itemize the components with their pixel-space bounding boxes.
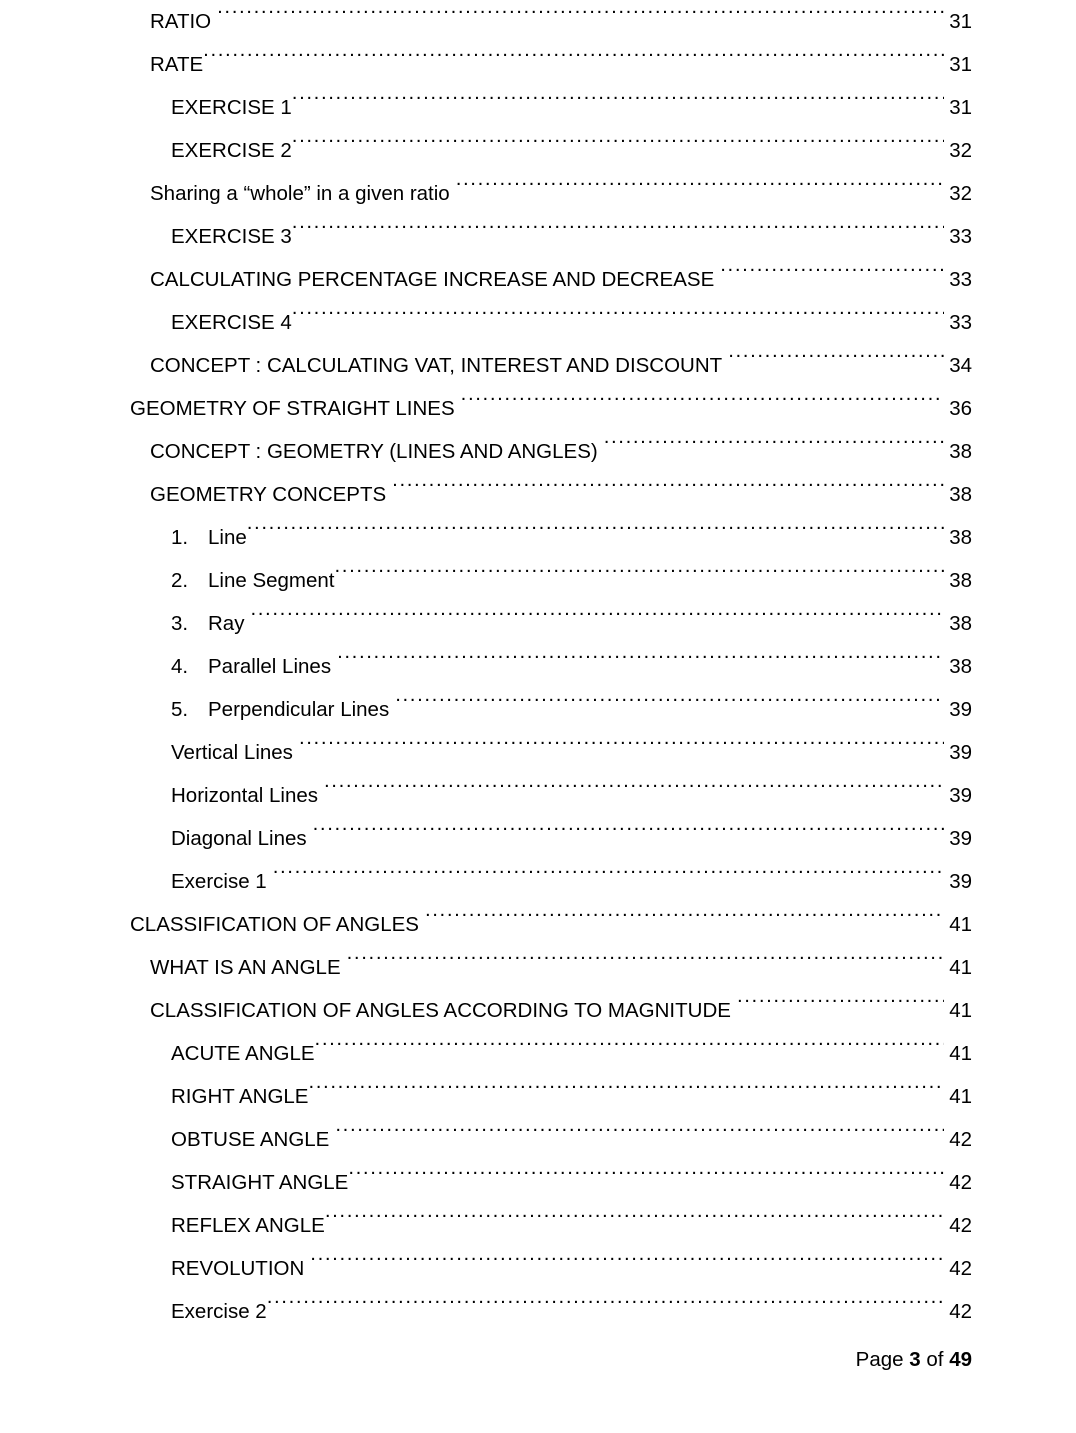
toc-dot-leader: [315, 1040, 944, 1061]
toc-entry-page-number: 33: [949, 268, 972, 291]
toc-entry-page-number: 39: [949, 827, 972, 850]
toc-entry-label: GEOMETRY OF STRAIGHT LINES: [130, 397, 455, 420]
toc-entry[interactable]: [0, 86, 1076, 129]
toc-entry-page-number: 39: [949, 698, 972, 721]
toc-entry[interactable]: [0, 301, 1076, 344]
toc-dot-leader: [604, 438, 944, 459]
toc-entry-label: ACUTE ANGLE: [171, 1042, 315, 1065]
toc-entry[interactable]: [0, 817, 1076, 860]
toc-entry-label: WHAT IS AN ANGLE: [150, 956, 341, 979]
toc-entry[interactable]: [0, 1204, 1076, 1247]
toc-dot-leader: [217, 8, 944, 29]
toc-dot-leader: [308, 1083, 944, 1104]
page-footer: [856, 1348, 972, 1372]
toc-entry[interactable]: [0, 645, 1076, 688]
toc-dot-leader: [292, 223, 944, 244]
toc-entry[interactable]: [0, 688, 1076, 731]
toc-entry-label: Perpendicular Lines: [208, 698, 390, 721]
toc-dot-leader: [299, 739, 944, 760]
toc-entry[interactable]: [0, 172, 1076, 215]
toc-dot-leader: [425, 911, 944, 932]
toc-entry-page-number: 31: [949, 10, 972, 33]
toc-dot-leader: [335, 1126, 944, 1147]
toc-dot-leader: [347, 954, 944, 975]
toc-entry-page-number: 38: [949, 440, 972, 463]
toc-entry-label: EXERCISE 4: [171, 311, 292, 334]
toc-entry[interactable]: [0, 860, 1076, 903]
toc-entry[interactable]: [0, 430, 1076, 473]
toc-dot-leader: [203, 51, 944, 72]
toc-entry-page-number: 33: [949, 311, 972, 334]
toc-entry[interactable]: [0, 1161, 1076, 1204]
toc-entry-label: Exercise 2: [171, 1300, 267, 1323]
footer-current-page: 3: [909, 1348, 921, 1371]
toc-dot-leader: [461, 395, 944, 416]
toc-entry[interactable]: [0, 473, 1076, 516]
toc-entry[interactable]: [0, 602, 1076, 645]
toc-entry-number: 1.: [171, 526, 189, 549]
toc-entry-page-number: 34: [949, 354, 972, 377]
toc-entry-page-number: 33: [949, 225, 972, 248]
toc-entry-label: Vertical Lines: [171, 741, 293, 764]
toc-entry-label: CLASSIFICATION OF ANGLES ACCORDING TO MAGNITUDE: [150, 999, 731, 1022]
toc-dot-leader: [348, 1169, 944, 1190]
toc-entry-page-number: 39: [949, 741, 972, 764]
toc-entry[interactable]: [0, 1032, 1076, 1075]
toc-entry-label: CLASSIFICATION OF ANGLES: [130, 913, 419, 936]
toc-entry[interactable]: [0, 559, 1076, 602]
toc-entry-page-number: 32: [949, 139, 972, 162]
toc-entry-label: Parallel Lines: [208, 655, 332, 678]
toc-entry-label: CONCEPT : CALCULATING VAT, INTEREST AND DISCOUNT: [150, 354, 723, 377]
toc-dot-leader: [292, 309, 944, 330]
toc-entry-page-number: 39: [949, 870, 972, 893]
toc-dot-leader: [325, 1212, 944, 1233]
toc-entry-page-number: 42: [949, 1171, 972, 1194]
toc-entry-number: 3.: [171, 612, 189, 635]
toc-dot-leader: [395, 696, 944, 717]
toc-entry-label: RIGHT ANGLE: [171, 1085, 309, 1108]
toc-entry-label: REVOLUTION: [171, 1257, 305, 1280]
toc-entry[interactable]: [0, 1075, 1076, 1118]
toc-entry-number: 5.: [171, 698, 189, 721]
toc-dot-leader: [335, 567, 944, 588]
toc-entry-label: GEOMETRY CONCEPTS: [150, 483, 387, 506]
toc-dot-leader: [337, 653, 944, 674]
toc-entry-page-number: 36: [949, 397, 972, 420]
toc-entry-page-number: 39: [949, 784, 972, 807]
toc-entry[interactable]: [0, 129, 1076, 172]
toc-entry[interactable]: [0, 1118, 1076, 1161]
toc-entry-page-number: 38: [949, 569, 972, 592]
toc-entry[interactable]: [0, 516, 1076, 559]
toc-entry-label: OBTUSE ANGLE: [171, 1128, 330, 1151]
toc-entry-page-number: 41: [949, 1042, 972, 1065]
toc-entry[interactable]: [0, 731, 1076, 774]
toc-entry[interactable]: [0, 989, 1076, 1032]
toc-dot-leader: [247, 524, 944, 545]
toc-dot-leader: [292, 94, 944, 115]
toc-entry[interactable]: [0, 903, 1076, 946]
toc-entry-number: 2.: [171, 569, 189, 592]
toc-entry[interactable]: [0, 1247, 1076, 1290]
toc-entry-page-number: 41: [949, 956, 972, 979]
toc-entry[interactable]: [0, 387, 1076, 430]
toc-entry-label: EXERCISE 1: [171, 96, 292, 119]
toc-dot-leader: [720, 266, 944, 287]
toc-entry-label: STRAIGHT ANGLE: [171, 1171, 349, 1194]
toc-entry-page-number: 42: [949, 1300, 972, 1323]
toc-dot-leader: [324, 782, 944, 803]
toc-entry[interactable]: [0, 774, 1076, 817]
toc-entry[interactable]: [0, 946, 1076, 989]
toc-entry-page-number: 32: [949, 182, 972, 205]
toc-entry-label: EXERCISE 2: [171, 139, 292, 162]
toc-dot-leader: [310, 1255, 944, 1276]
footer-prefix: Page: [855, 1348, 904, 1371]
toc-entry-page-number: 38: [949, 612, 972, 635]
toc-entry-label: Diagonal Lines: [171, 827, 307, 850]
toc-dot-leader: [267, 1298, 944, 1319]
toc-entry-page-number: 41: [949, 913, 972, 936]
toc-entry-label: Line Segment: [208, 569, 335, 592]
toc-entry-label: CALCULATING PERCENTAGE INCREASE AND DECREASE: [150, 268, 715, 291]
toc-entry-page-number: 38: [949, 526, 972, 549]
toc-entry[interactable]: [0, 258, 1076, 301]
footer-total-pages: 49: [949, 1348, 972, 1371]
toc-entry-page-number: 41: [949, 1085, 972, 1108]
toc-entry[interactable]: [0, 215, 1076, 258]
toc-entry-label: Horizontal Lines: [171, 784, 318, 807]
toc-entry-label: Ray: [208, 612, 245, 635]
toc-entry-label: Line: [208, 526, 247, 549]
toc-entry-page-number: 41: [949, 999, 972, 1022]
toc-entry-page-number: 31: [949, 53, 972, 76]
toc-dot-leader: [456, 180, 944, 201]
toc-dot-leader: [737, 997, 944, 1018]
toc-entry-label: EXERCISE 3: [171, 225, 292, 248]
toc-entry-label: Sharing a “whole” in a given ratio: [150, 182, 450, 205]
toc-entry[interactable]: [0, 344, 1076, 387]
toc-entry-label: Exercise 1: [171, 870, 267, 893]
toc-entry-label: RATIO: [150, 10, 212, 33]
toc-entry-label: CONCEPT : GEOMETRY (LINES AND ANGLES): [150, 440, 598, 463]
toc-dot-leader: [250, 610, 944, 631]
toc-entry-page-number: 42: [949, 1214, 972, 1237]
toc-dot-leader: [273, 868, 944, 889]
toc-entry-page-number: 31: [949, 96, 972, 119]
toc-entry-page-number: 38: [949, 483, 972, 506]
toc-entry[interactable]: [0, 1290, 1076, 1333]
toc-dot-leader: [392, 481, 944, 502]
toc-entry[interactable]: [0, 0, 1076, 43]
toc-entry-number: 4.: [171, 655, 189, 678]
toc-entry-page-number: 42: [949, 1128, 972, 1151]
toc-dot-leader: [728, 352, 944, 373]
toc-entry[interactable]: [0, 43, 1076, 86]
toc-entry-page-number: 38: [949, 655, 972, 678]
toc-entry-label: RATE: [150, 53, 204, 76]
toc-entry-label: REFLEX ANGLE: [171, 1214, 325, 1237]
toc-entry-page-number: 42: [949, 1257, 972, 1280]
toc-dot-leader: [292, 137, 944, 158]
footer-middle: of: [926, 1348, 944, 1371]
toc-dot-leader: [313, 825, 944, 846]
